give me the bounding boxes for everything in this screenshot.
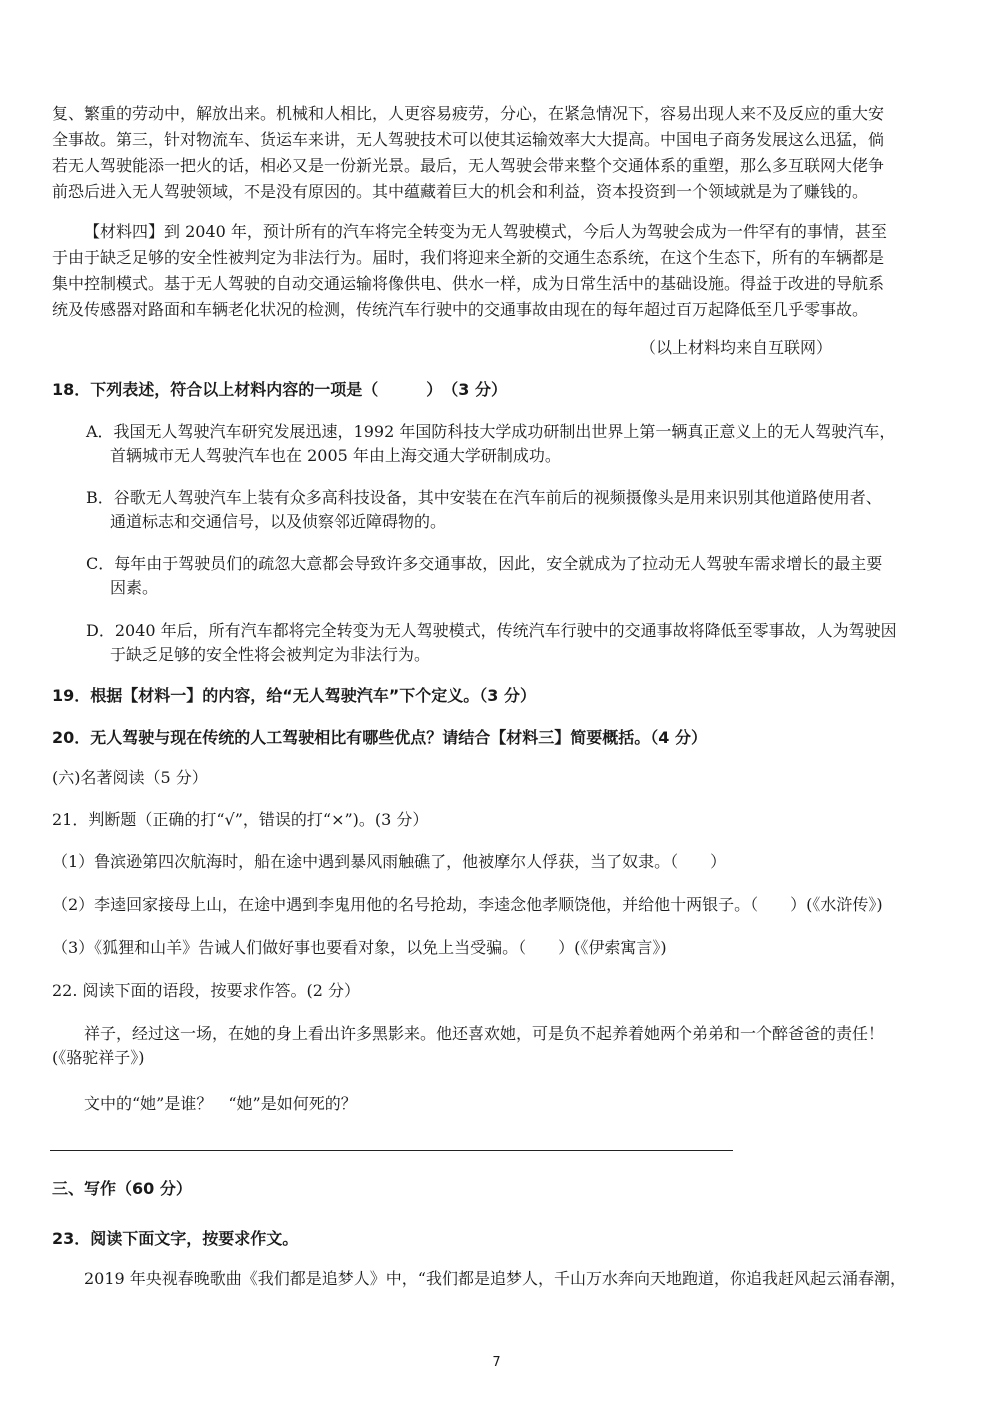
q22-passage: 祥子，经过这一场，在她的身上看出许多黑影来。他还喜欢她，可是负不起养着她两个弟弟和一个醉爸爸的责任！ bbox=[84, 1024, 885, 1043]
question-19: 19．根据【材料一】的内容，给“无人驾驶汽车”下个定义。（3 分） bbox=[52, 686, 537, 705]
section-6-heading: (六)名著阅读（5 分） bbox=[52, 768, 208, 787]
q18-option-b: B．谷歌无人驾驶汽车上装有众多高科技设备，其中安装在在汽车前后的视频摄像头是用来识别其他道路使用者、 bbox=[86, 488, 882, 507]
question-20: 20．无人驾驶与现在传统的人工驾驶相比有哪些优点？请结合【材料三】简要概括。（4 分） bbox=[52, 728, 707, 747]
q18-option-c-cont: 因素。 bbox=[110, 578, 159, 597]
intro-line: 若无人驾驶能添一把火的话，相必又是一份新光景。最后，无人驾驶会带来整个交通体系的重塑，那么多互联网大佬争 bbox=[52, 156, 885, 175]
q21-item-1: （1）鲁滨逊第四次航海时，船在途中遇到暴风雨触礁了，他被摩尔人俘获，当了奴隶。（ ） bbox=[52, 852, 727, 871]
q22-question: 文中的“她”是谁？ “她”是如何死的？ bbox=[84, 1094, 357, 1113]
answer-line bbox=[50, 1150, 733, 1151]
question-18-stem: 18．下列表述，符合以上材料内容的一项是（ ） （3 分） bbox=[52, 380, 507, 399]
section-3-heading: 三、写作（60 分） bbox=[52, 1179, 192, 1198]
q22-passage-source: (《骆驼祥子》) bbox=[52, 1048, 145, 1067]
q21-item-2: （2）李逵回家接母上山，在途中遇到李鬼用他的名号抢劫，李逵念他孝顺饶他，并给他十两银子。（ ）(《水浒传》) bbox=[52, 895, 883, 914]
question-22-stem: 22. 阅读下面的语段，按要求作答。(2 分） bbox=[52, 981, 361, 1000]
material4-line: 统及传感器对路面和车辆老化状况的检测，传统汽车行驶中的交通事故由现在的每年超过百万起降低至几乎零事故。 bbox=[52, 300, 869, 319]
q18-option-b-cont: 通道标志和交通信号，以及侦察邻近障碍物的。 bbox=[110, 512, 447, 531]
intro-line: 前恐后进入无人驾驶领域，不是没有原因的。其中蕴藏着巨大的机会和利益，资本投资到一个领域就是为了赚钱的。 bbox=[52, 182, 869, 201]
material4-line: 于由于缺乏足够的安全性被判定为非法行为。届时，我们将迎来全新的交通生态系统，在这个生态下，所有的车辆都是 bbox=[52, 248, 885, 267]
q18-option-d-cont: 于缺乏足够的安全性将会被判定为非法行为。 bbox=[110, 645, 431, 664]
intro-line: 全事故。第三，针对物流车、货运车来讲，无人驾驶技术可以使其运输效率大大提高。中国电子商务发展这么迅猛，倘 bbox=[52, 130, 885, 149]
material4-line: 集中控制模式。基于无人驾驶的自动交通运输将像供电、供水一样，成为日常生活中的基础设施。得益于改进的导航系 bbox=[52, 274, 885, 293]
intro-line: 复、繁重的劳动中，解放出来。机械和人相比，人更容易疲劳，分心，在紧急情况下，容易出现人来不及反应的重大安 bbox=[52, 104, 885, 123]
q23-text: 2019 年央视春晚歌曲《我们都是追梦人》中，“我们都是追梦人，千山万水奔向天地跑道，你追我赶风起云涌春潮， bbox=[84, 1269, 906, 1288]
q21-item-3: （3）《狐狸和山羊》告诫人们做好事也要看对象，以免上当受骗。（ ）(《伊索寓言》) bbox=[52, 938, 667, 957]
material4-line: 【材料四】到 2040 年，预计所有的汽车将完全转变为无人驾驶模式，今后人为驾驶会成为一件罕有的事情，甚至 bbox=[84, 222, 887, 241]
page-number: 7 bbox=[492, 1355, 501, 1370]
question-21-stem: 21．判断题（正确的打“√”，错误的打“×”)。(3 分） bbox=[52, 810, 429, 829]
q18-option-a-cont: 首辆城市无人驾驶汽车也在 2005 年由上海交通大学研制成功。 bbox=[110, 446, 561, 465]
q18-option-c: C．每年由于驾驶员们的疏忽大意都会导致许多交通事故，因此，安全就成为了拉动无人驾驶车需求增长的最主要 bbox=[86, 554, 883, 573]
q18-option-a: A．我国无人驾驶汽车研究发展迅速，1992 年国防科技大学成功研制出世界上第一辆真正意义上的无人驾驶汽车， bbox=[86, 422, 896, 441]
source-note: （以上材料均来自互联网） bbox=[640, 338, 833, 357]
question-23-stem: 23．阅读下面文字，按要求作文。 bbox=[52, 1229, 299, 1248]
q18-option-d: D．2040 年后，所有汽车都将完全转变为无人驾驶模式，传统汽车行驶中的交通事故将降低至零事故，人为驾驶因 bbox=[86, 621, 897, 640]
